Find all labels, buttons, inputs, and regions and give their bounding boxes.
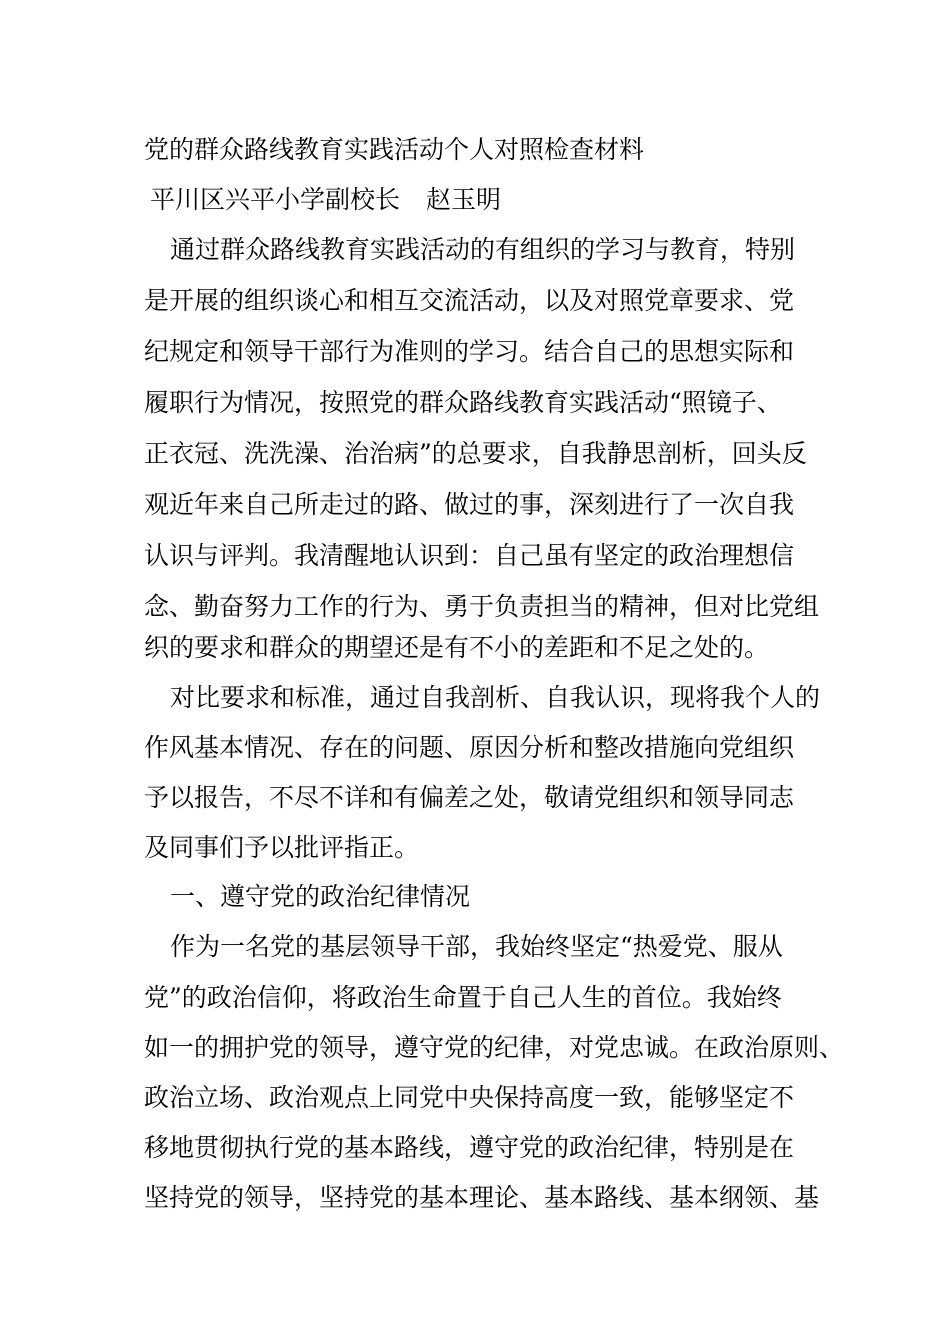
body-line: 通过群众路线教育实践活动的有组织的学习与教育，特别 — [170, 235, 796, 264]
body-line: 是开展的组织谈心和相互交流活动，以及对照党章要求、党 — [144, 286, 795, 315]
body-line: 观近年来自己所走过的路、做过的事，深刻进行了一次自我 — [144, 490, 795, 519]
body-line: 党”的政治信仰，将政治生命置于自己人生的首位。我始终 — [144, 983, 782, 1012]
body-line: 及同事们予以批评指正。 — [144, 833, 420, 862]
body-line: 作风基本情况、存在的问题、原因分析和整改措施向党组织 — [144, 733, 795, 762]
author-name: 赵玉明 — [426, 185, 502, 214]
body-line: 予以报告，不尽不详和有偏差之处，敬请党组织和领导同志 — [144, 783, 795, 812]
body-line: 对比要求和标准，通过自我剖析、自我认识，现将我个人的 — [170, 683, 821, 712]
body-line: 念、勤奋努力工作的行为、勇于负责担当的精神，但对比党组 — [144, 592, 820, 621]
section-heading: 一、遵守党的政治纪律情况 — [170, 882, 471, 911]
body-line: 政治立场、政治观点上同党中央保持高度一致，能够坚定不 — [144, 1083, 795, 1112]
body-line: 作为一名党的基层领导干部，我始终坚定“热爱党、服从 — [170, 932, 783, 961]
body-line: 移地贯彻执行党的基本路线，遵守党的政治纪律，特别是在 — [144, 1133, 795, 1162]
body-line: 坚持党的领导，坚持党的基本理论、基本路线、基本纲领、基 — [144, 1183, 820, 1212]
body-line: 正衣冠、洗洗澡、治治病”的总要求，自我静思剖析，回头反 — [144, 439, 807, 468]
body-line: 履职行为情况，按照党的群众路线教育实践活动“照镜子、 — [144, 388, 782, 417]
author-line — [150, 182, 501, 218]
author-position: 平川区兴平小学副校长 — [150, 185, 401, 214]
body-line: 纪规定和领导干部行为准则的学习。结合自己的思想实际和 — [144, 337, 795, 366]
body-line: 认识与评判。我清醒地认识到：自己虽有坚定的政治理想信 — [144, 541, 795, 570]
body-line: 织的要求和群众的期望还是有不小的差距和不足之处的。 — [144, 633, 770, 662]
document-title: 党的群众路线教育实践活动个人对照检查材料 — [144, 135, 645, 164]
body-line: 如一的拥护党的领导，遵守党的纪律，对党忠诚。在政治原则、 — [144, 1033, 845, 1062]
